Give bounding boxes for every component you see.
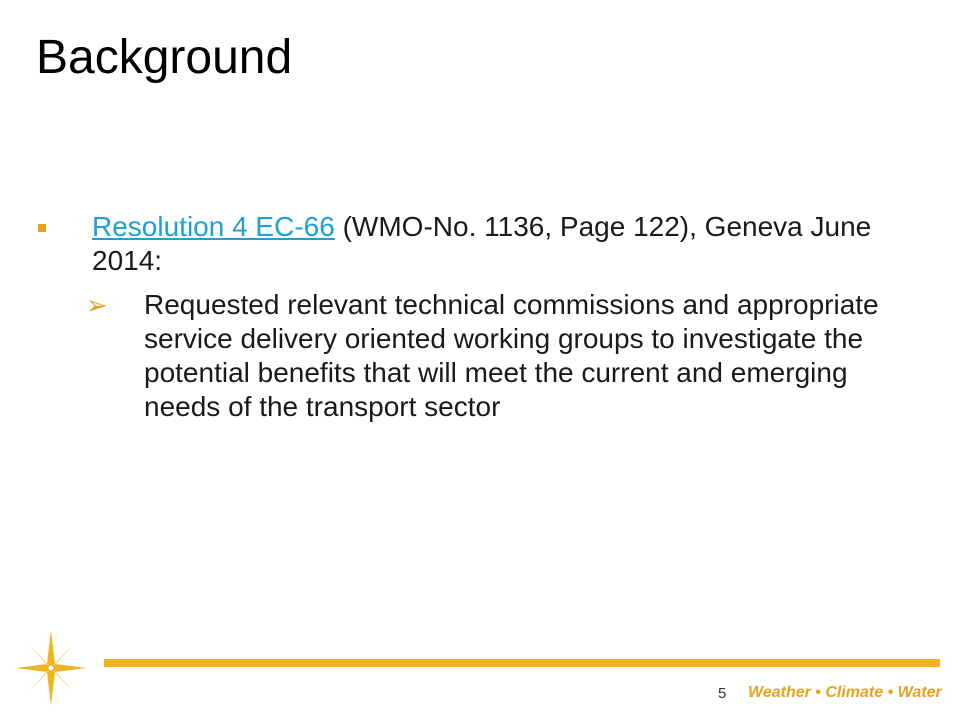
sub-bullet-text: Requested relevant technical commissions and appropriate service delivery oriented working groups to investigate the potential benefits that will meet the current and emerging needs of the transport sector [144, 289, 879, 422]
resolution-link[interactable]: Resolution 4 EC-66 [92, 211, 335, 242]
square-bullet-icon [38, 224, 46, 232]
bullet-text: (WMO-No. 1136, Page 122), Geneva June 2014: [92, 211, 872, 276]
compass-star-icon [14, 628, 88, 708]
arrow-bullet-icon: ➢ [86, 290, 108, 320]
slide-content [36, 210, 916, 424]
slide-title: Background [36, 31, 293, 84]
page-number: 5 [718, 685, 727, 702]
footer-divider [104, 659, 940, 667]
footer-tagline: Weather • Climate • Water [748, 684, 942, 701]
sub-bullet-item [36, 288, 916, 424]
bullet-item [36, 210, 916, 278]
